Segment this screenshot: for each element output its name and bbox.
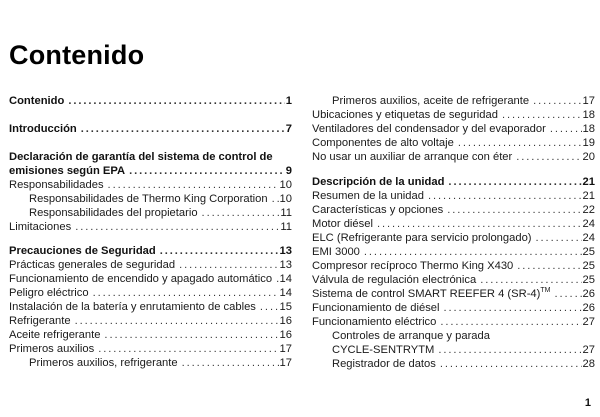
leader-dots [428, 189, 582, 203]
leader-dots [444, 301, 582, 315]
leader-dots [276, 272, 278, 286]
toc-entry[interactable]: Instalación de la batería y enrutamiento de cables . . . 15 [9, 300, 292, 314]
toc-entry[interactable]: EMI 3000 . . . 25 [312, 245, 595, 259]
toc-entry[interactable]: CYCLE-SENTRYTM . . . 27 [312, 343, 595, 357]
leader-dots [75, 220, 279, 234]
toc-entry[interactable]: Primeros auxilios, aceite de refrigerante . . . 17 [312, 94, 595, 108]
leader-dots [536, 231, 582, 245]
page-title: Contenido [9, 40, 145, 70]
toc-entry[interactable]: Registrador de datos . . . 28 [312, 357, 595, 371]
toc-entry[interactable]: Ubicaciones y etiquetas de seguridad . . . 18 [312, 108, 595, 122]
leader-dots [81, 122, 285, 136]
leader-dots [533, 94, 581, 108]
leader-dots [260, 300, 279, 314]
toc-entry[interactable]: Sistema de control SMART REEFER 4 (SR-4)™ . . . 26 [312, 287, 595, 301]
toc-entry[interactable]: Declaración de garantía del sistema de control de [9, 151, 273, 163]
leader-dots [179, 258, 278, 272]
toc-entry[interactable]: Controles de arranque y parada [332, 330, 490, 342]
leader-dots [555, 287, 582, 301]
toc-entry[interactable]: Descripción de la unidad . . . 21 [312, 175, 595, 189]
leader-dots [182, 356, 279, 370]
toc-entry[interactable]: Responsabilidades del propietario . . . 11 [9, 206, 292, 220]
leader-dots [364, 245, 582, 259]
leader-dots [202, 206, 280, 220]
leader-dots [377, 217, 582, 231]
leader-dots [93, 286, 279, 300]
toc-entry[interactable]: Primeros auxilios, refrigerante . . . 17 [9, 356, 292, 370]
toc-entry[interactable]: Responsabilidades . . . 10 [9, 178, 292, 192]
toc-entry[interactable]: Resumen de la unidad . . . 21 [312, 189, 595, 203]
toc-entry[interactable]: Características y opciones . . . 22 [312, 203, 595, 217]
toc-entry[interactable]: Precauciones de Seguridad . . . 13 [9, 244, 292, 258]
toc-entry[interactable]: No usar un auxiliar de arranque con éter . . . 20 [312, 150, 595, 164]
leader-dots [516, 150, 581, 164]
toc-entry[interactable]: Funcionamiento de encendido y apagado automático . . . 14 [9, 272, 292, 286]
leader-dots [98, 342, 278, 356]
leader-dots [160, 244, 279, 258]
toc-entry[interactable]: Responsabilidades de Thermo King Corporation . . . 10 [9, 192, 292, 206]
toc-entry[interactable]: Limitaciones . . . 11 [9, 220, 292, 234]
trademark-superscript: TM [540, 287, 551, 294]
toc-entry[interactable]: emisiones según EPA . . . 9 [9, 164, 292, 178]
toc-entry[interactable]: Funcionamiento de diésel . . . 26 [312, 301, 595, 315]
toc-entry[interactable]: Introducción . . . 7 [9, 122, 292, 136]
leader-dots [108, 178, 279, 192]
leader-dots [440, 315, 581, 329]
leader-dots [447, 203, 581, 217]
page-number: 1 [584, 397, 591, 409]
leader-dots [129, 164, 285, 178]
toc-entry[interactable]: Peligro eléctrico . . . 14 [9, 286, 292, 300]
leader-dots [458, 136, 582, 150]
leader-dots [75, 314, 279, 328]
toc-entry[interactable]: Válvula de regulación electrónica . . . 25 [312, 273, 595, 287]
toc-entry[interactable]: Funcionamiento eléctrico . . . 27 [312, 315, 595, 329]
toc-entry[interactable]: Compresor recíproco Thermo King X430 . . . 25 [312, 259, 595, 273]
leader-dots [440, 357, 582, 371]
leader-dots [550, 122, 582, 136]
toc-entry[interactable]: Prácticas generales de seguridad . . . 13 [9, 258, 292, 272]
toc-entry[interactable]: Refrigerante . . . 16 [9, 314, 292, 328]
toc-entry[interactable]: Motor diésel . . . 24 [312, 217, 595, 231]
leader-dots [517, 259, 581, 273]
toc-entry[interactable]: ELC (Refrigerante para servicio prolongado) . . . 24 [312, 231, 595, 245]
leader-dots [502, 108, 582, 122]
toc-entry[interactable]: Ventiladores del condensador y del evaporador . . . 18 [312, 122, 595, 136]
leader-dots [272, 192, 279, 206]
leader-dots [68, 94, 284, 108]
toc-entry[interactable]: Aceite refrigerante . . . 16 [9, 328, 292, 342]
leader-dots [448, 175, 581, 189]
leader-dots [104, 328, 278, 342]
toc-entry[interactable]: Componentes de alto voltaje . . . 19 [312, 136, 595, 150]
toc-entry[interactable]: Contenido . . . 1 [9, 94, 292, 108]
leader-dots [438, 343, 581, 357]
leader-dots [480, 273, 581, 287]
toc-entry[interactable]: Primeros auxilios . . . 17 [9, 342, 292, 356]
